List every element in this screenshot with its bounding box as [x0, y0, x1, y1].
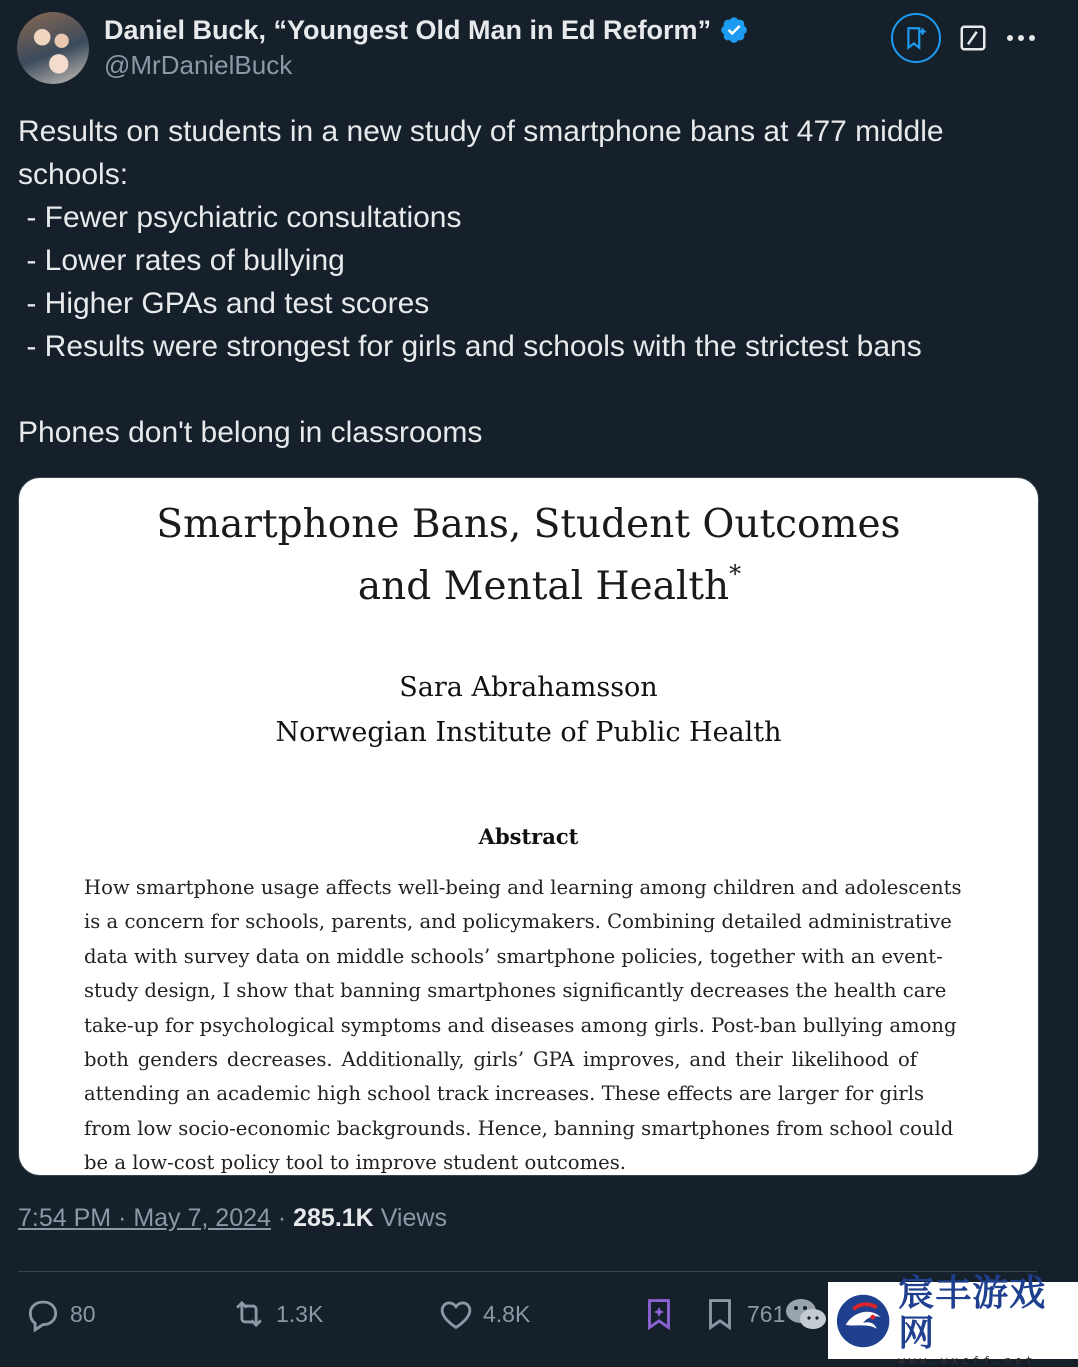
divider: [18, 1271, 1037, 1272]
views-label: Views: [380, 1204, 447, 1232]
abstract-line: both genders decreases. Additionally, girls’ GPA improves, and their likelihood of: [84, 1047, 917, 1071]
abstract-line: take-up for psychological symptoms and diseases among girls. Post-ban bullying among: [84, 1013, 957, 1037]
repost-count: 1.3K: [276, 1300, 324, 1327]
dragon-logo-icon: [834, 1291, 892, 1351]
tweet-line: schools:: [18, 158, 129, 191]
abstract-line: attending an academic high school track increases. These effects are larger for girls: [84, 1082, 925, 1106]
meta-separator: ·: [270, 1204, 294, 1232]
abstract-heading: Abstract: [478, 824, 579, 849]
tweet-meta: [18, 1204, 447, 1233]
paper-title-footnote-mark: *: [729, 560, 742, 588]
bookmark-sparkle-icon: [903, 25, 929, 51]
bookmark-button[interactable]: [701, 1294, 785, 1334]
verified-badge-icon: [719, 15, 749, 45]
tweet-line: - Results were strongest for girls and schools with the strictest bans: [18, 330, 922, 363]
edit-button[interactable]: [955, 20, 991, 56]
paper-author: Sara Abrahamsson: [399, 672, 658, 703]
repost-button[interactable]: [230, 1294, 323, 1334]
bookmark-sparkle-icon: [640, 1295, 678, 1333]
grok-bookmark-button[interactable]: [640, 1294, 678, 1334]
abstract-line: from low socio-economic backgrounds. Hence, banning smartphones from school could: [84, 1116, 954, 1140]
paper-title-line1: Smartphone Bans, Student Outcomes: [156, 502, 901, 547]
tweet-text: [18, 110, 1048, 454]
like-button[interactable]: [437, 1294, 530, 1334]
more-dots-icon: [1006, 33, 1036, 43]
reply-icon: [24, 1295, 62, 1333]
author-name-row: [104, 12, 749, 48]
tweet-line: - Fewer psychiatric consultations: [18, 201, 462, 234]
tweet-line: - Higher GPAs and test scores: [18, 287, 430, 320]
tweet-line: Phones don't belong in classrooms: [18, 416, 483, 449]
tweet-line: Results on students in a new study of smartphone bans at 477 middle: [18, 115, 944, 148]
abstract-line: be a low-cost policy tool to improve student outcomes.: [84, 1151, 627, 1175]
bookmark-count: 761: [747, 1300, 786, 1327]
abstract-line: How smartphone usage affects well-being and learning among children and adolescents: [84, 876, 962, 899]
attached-paper-image[interactable]: [18, 477, 1039, 1176]
abstract-body: [84, 871, 962, 1176]
bookmark-icon: [701, 1295, 739, 1333]
abstract-line: study design, I show that banning smartphones significantly decreases the health care: [84, 979, 947, 1003]
paper-institution: Norwegian Institute of Public Health: [275, 717, 782, 748]
watermark-brand: 宸丰游戏网: [898, 1273, 1047, 1354]
tweet-line: - Lower rates of bullying: [18, 244, 345, 277]
heart-icon: [437, 1295, 475, 1333]
grok-button[interactable]: [891, 13, 941, 63]
paper-title-line2: [19, 560, 1038, 609]
abstract-line: data with survey data on middle schools’ smartphone policies, together with an event-: [84, 944, 943, 968]
like-count: 4.8K: [483, 1300, 531, 1327]
tweet-line: [18, 368, 1048, 411]
author-handle[interactable]: @MrDanielBuck: [104, 50, 293, 80]
avatar[interactable]: [17, 12, 89, 84]
repost-icon: [230, 1295, 268, 1333]
site-watermark: [828, 1273, 1078, 1367]
timestamp-link[interactable]: 7:54 PM · May 7, 2024: [18, 1204, 271, 1232]
reply-count: 80: [70, 1300, 96, 1327]
watermark-url: www.wxcff.net: [898, 1354, 1037, 1367]
edit-square-icon: [958, 23, 988, 53]
more-options-button[interactable]: [1001, 20, 1041, 56]
reply-button[interactable]: [24, 1294, 96, 1334]
author-display-name[interactable]: Daniel Buck, “Youngest Old Man in Ed Reform”: [104, 14, 712, 45]
views-count: 285.1K: [293, 1204, 374, 1232]
paper-title-line2-text: and Mental Health: [357, 564, 730, 609]
wechat-icon: [784, 1296, 828, 1332]
abstract-line: is a concern for schools, parents, and policymakers. Combining detailed administrative: [84, 910, 952, 934]
